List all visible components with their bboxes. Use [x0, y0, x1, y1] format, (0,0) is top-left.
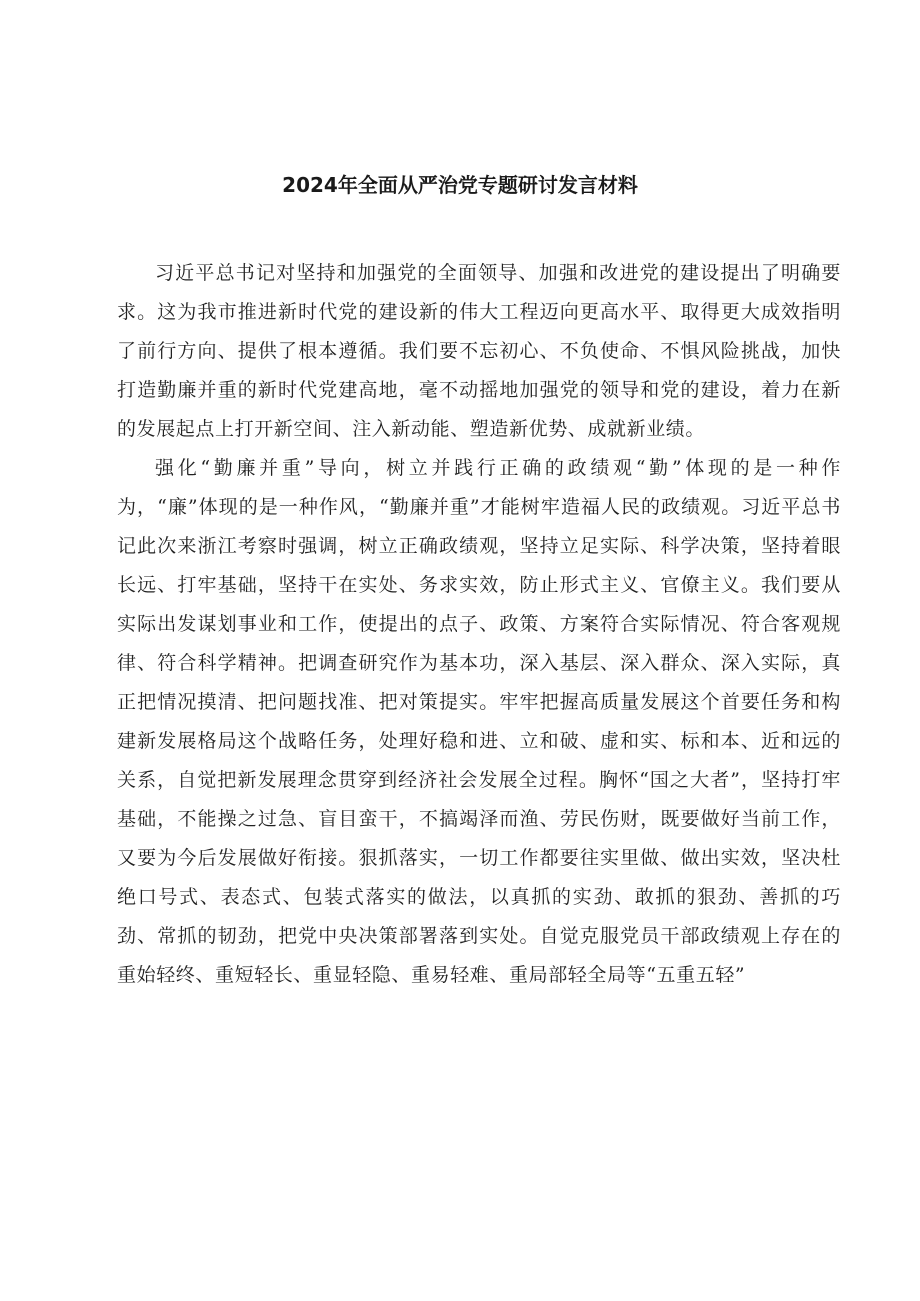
document-title: 2024年全面从严治党专题研讨发言材料 — [282, 173, 638, 197]
paragraph-intro: 习近平总书记对坚持和加强党的全面领导、加强和改进党的建设提出了明确要求。这为我市推进新时代党的建设新的伟大工程迈向更高水平、取得更大成效指明了前行方向、提供了根本遵循。我们要不忘初心、不负使命、不惧风险挑战，加快打造勤廉并重的新时代党建高地，毫不动摇地加强党的领导和党的建设，着力在新的发展起点上打开新空间、注入新动能、塑造新优势、成就新业绩。 — [117, 262, 841, 440]
paragraph-diligence-integrity: 强化“勤廉并重”导向，树立并践行正确的政绩观“勤”体现的是一种作为，“廉”体现的是一种作风，“勤廉并重”才能树牢造福人民的政绩观。习近平总书记此次来浙江考察时强调，树立正确政绩观，坚持立足实际、科学决策，坚持着眼长远、打牢基础，坚持干在实处、务求实效，防止形式主义、官僚主义。我们要从实际出发谋划事业和工作，使提出的点子、政策、方案符合实际情况、符合客观规律、符合科学精神。把调查研究作为基本功，深入基层、深入群众、深入实际，真正把情况摸清、把问题找准、把对策提实。牢牢把握高质量发展这个首要任务和构建新发展格局这个战略任务，处理好稳和进、立和破、虚和实、标和本、近和远的关系，自觉把新发展理念贯穿到经济社会发展全过程。胸怀“国之大者”，坚持打牢基础，不能操之过急、盲目蛮干，不搞竭泽而渔、劳民伤财，既要做好当前工作，又要为今后发展做好衔接。狠抓落实，一切工作都要往实里做、做出实效，坚决杜绝口号式、表态式、包装式落实的做法，以真抓的实劲、敢抓的狠劲、善抓的巧劲、常抓的韧劲，把党中央决策部署落到实处。自觉克服党员干部政绩观上存在的重始轻终、重短轻长、重显轻隐、重易轻难、重局部轻全局等“五重五轻” — [117, 457, 841, 986]
document-body — [117, 254, 841, 995]
